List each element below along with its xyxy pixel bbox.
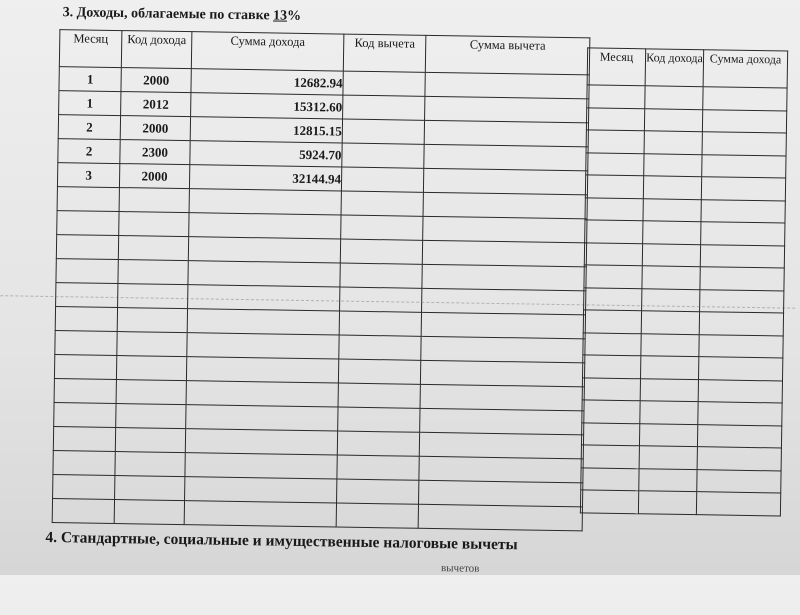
header-income-code-2: Код дохода (645, 49, 704, 87)
month-cell: 1 (59, 91, 121, 116)
empty-cell (119, 212, 189, 237)
empty-cell (52, 499, 114, 524)
income-code-cell: 2300 (120, 140, 190, 165)
empty-cell (699, 357, 783, 381)
empty-cell (643, 198, 701, 221)
empty-cell (420, 360, 584, 387)
empty-cell (340, 239, 422, 264)
empty-table-row (583, 332, 783, 358)
empty-cell (186, 405, 338, 431)
empty-cell (700, 267, 784, 291)
header-month-2: Месяц (587, 48, 646, 86)
empty-cell (340, 287, 422, 312)
empty-cell (339, 311, 421, 336)
month-cell: 1 (59, 67, 121, 92)
header-deduction-code: Код вычета (343, 34, 426, 72)
deduction-sum-cell (423, 168, 587, 195)
empty-cell (118, 284, 188, 309)
empty-cell (583, 355, 641, 378)
empty-cell (184, 501, 336, 527)
empty-cell (644, 131, 702, 154)
empty-cell (118, 236, 188, 261)
empty-table-row (586, 130, 786, 156)
empty-cell (56, 235, 118, 260)
income-code-cell: 2000 (119, 164, 189, 189)
empty-cell (700, 244, 784, 268)
empty-cell (187, 309, 339, 335)
empty-table-row (582, 377, 782, 403)
empty-cell (57, 187, 119, 212)
empty-cell (582, 400, 640, 423)
empty-table-row (584, 287, 784, 313)
income-code-cell: 2000 (120, 116, 190, 141)
empty-cell (639, 446, 697, 469)
empty-cell (55, 331, 117, 356)
empty-table-row (585, 175, 785, 201)
header-income-sum-2: Сумма дохода (703, 50, 788, 88)
empty-cell (585, 175, 643, 198)
empty-cell (643, 221, 701, 244)
empty-cell (580, 490, 638, 513)
empty-cell (117, 332, 187, 357)
empty-table-row (584, 265, 784, 291)
empty-cell (700, 289, 784, 313)
empty-cell (53, 451, 115, 476)
empty-cell (698, 402, 782, 426)
month-cell: 2 (58, 139, 120, 164)
empty-cell (586, 107, 644, 130)
empty-cell (699, 312, 783, 336)
empty-cell (115, 428, 185, 453)
empty-cell (186, 381, 338, 407)
income-code-cell: 2012 (121, 92, 191, 117)
deduction-sum-cell (424, 120, 588, 147)
empty-cell (118, 260, 188, 285)
empty-cell (645, 86, 703, 109)
empty-cell (583, 310, 641, 333)
deduction-sum-cell (425, 96, 589, 123)
empty-cell (586, 130, 644, 153)
empty-cell (338, 407, 420, 432)
section-3-title-prefix: 3. Доходы, облагаемые по ставке (62, 5, 274, 24)
empty-cell (582, 377, 640, 400)
empty-cell (420, 408, 584, 435)
empty-cell (640, 401, 698, 424)
empty-cell (587, 85, 645, 108)
empty-cell (337, 431, 419, 456)
empty-table-row (583, 310, 783, 336)
empty-table-row (581, 422, 781, 448)
empty-cell (643, 176, 701, 199)
empty-table-row (581, 445, 781, 471)
header-month: Месяц (59, 30, 122, 68)
empty-cell (639, 468, 697, 491)
deduction-sum-cell (424, 144, 588, 171)
empty-cell (581, 422, 639, 445)
deduction-code-cell (342, 119, 424, 144)
empty-cell (117, 308, 187, 333)
empty-cell (54, 355, 116, 380)
empty-cell (583, 332, 641, 355)
empty-cell (186, 357, 338, 383)
empty-cell (116, 380, 186, 405)
empty-table-row (586, 107, 786, 133)
income-sum-cell: 5924.70 (190, 141, 342, 167)
empty-table-row (583, 355, 783, 381)
empty-cell (53, 475, 115, 500)
empty-cell (419, 456, 583, 483)
empty-cell (54, 379, 116, 404)
income-sum-cell: 12815.15 (190, 117, 342, 143)
empty-cell (337, 455, 419, 480)
empty-cell (697, 424, 781, 448)
empty-table-row (586, 152, 786, 178)
income-sum-cell: 12682.94 (191, 69, 343, 95)
empty-cell (586, 152, 644, 175)
empty-cell (696, 492, 780, 516)
section-3-title (63, 5, 302, 25)
empty-cell (701, 177, 785, 201)
header-deduction-sum: Сумма вычета (425, 35, 590, 75)
empty-cell (418, 504, 582, 531)
empty-cell (701, 199, 785, 223)
empty-cell (702, 132, 786, 156)
empty-cell (188, 261, 340, 287)
empty-cell (336, 503, 418, 528)
empty-cell (419, 480, 583, 507)
deduction-code-cell (341, 167, 423, 192)
empty-cell (584, 242, 642, 265)
empty-cell (697, 447, 781, 471)
empty-cell (116, 356, 186, 381)
empty-table-row (580, 490, 780, 516)
empty-cell (642, 288, 700, 311)
income-code-cell: 2000 (121, 68, 191, 93)
section-4-subtitle-fragment: вычетов (440, 562, 480, 575)
empty-cell (189, 213, 341, 239)
empty-cell (639, 423, 697, 446)
empty-table-row (587, 85, 787, 111)
empty-cell (702, 154, 786, 178)
empty-cell (56, 283, 118, 308)
empty-cell (56, 259, 118, 284)
empty-cell (422, 240, 586, 267)
empty-cell (341, 215, 423, 240)
empty-cell (341, 191, 423, 216)
header-income-sum: Сумма дохода (191, 32, 344, 71)
empty-cell (642, 243, 700, 266)
section-4-title: 4. Стандартные, социальные и имущественные налоговые вычеты (45, 528, 518, 554)
empty-cell (421, 336, 585, 363)
empty-cell (189, 189, 341, 215)
income-table (52, 29, 591, 531)
month-cell: 2 (58, 115, 120, 140)
empty-cell (54, 403, 116, 428)
percent-sign: % (286, 8, 302, 24)
empty-cell (644, 108, 702, 131)
empty-cell (337, 479, 419, 504)
empty-table-row (581, 467, 781, 493)
deduction-code-cell (342, 143, 424, 168)
income-sum-cell: 15312.60 (191, 93, 343, 119)
empty-cell (701, 222, 785, 246)
deduction-code-cell (343, 71, 425, 96)
empty-cell (116, 404, 186, 429)
empty-cell (581, 467, 639, 490)
empty-cell (421, 312, 585, 339)
empty-cell (340, 263, 422, 288)
empty-cell (697, 469, 781, 493)
empty-cell (185, 477, 337, 503)
empty-cell (338, 359, 420, 384)
empty-cell (185, 453, 337, 479)
empty-cell (185, 429, 337, 455)
empty-cell (338, 383, 420, 408)
empty-table-row (584, 242, 784, 268)
income-table-continued (580, 47, 788, 516)
deduction-sum-cell (425, 72, 589, 99)
empty-cell (644, 153, 702, 176)
empty-cell (53, 427, 115, 452)
empty-cell (114, 500, 184, 525)
empty-cell (698, 379, 782, 403)
empty-cell (581, 445, 639, 468)
empty-cell (640, 378, 698, 401)
empty-cell (641, 356, 699, 379)
empty-cell (419, 432, 583, 459)
empty-cell (187, 333, 339, 359)
empty-cell (703, 87, 787, 111)
income-sum-cell: 32144.94 (189, 165, 341, 191)
empty-table-row (585, 220, 785, 246)
empty-cell (423, 192, 587, 219)
empty-cell (422, 264, 586, 291)
empty-cell (584, 265, 642, 288)
empty-cell (585, 197, 643, 220)
deduction-code-cell (343, 95, 425, 120)
empty-cell (641, 333, 699, 356)
empty-cell (699, 334, 783, 358)
empty-cell (642, 266, 700, 289)
empty-cell (420, 384, 584, 411)
empty-cell (55, 307, 117, 332)
empty-cell (115, 452, 185, 477)
empty-cell (584, 287, 642, 310)
income-table-continued-header (587, 48, 788, 88)
empty-cell (638, 491, 696, 514)
empty-cell (57, 211, 119, 236)
empty-cell (115, 476, 185, 501)
empty-cell (188, 237, 340, 263)
empty-cell (119, 188, 189, 213)
empty-cell (641, 311, 699, 334)
tax-rate-value: 13 (272, 8, 288, 24)
empty-cell (585, 220, 643, 243)
empty-table-row (585, 197, 785, 223)
header-income-code: Код дохода (121, 31, 192, 69)
empty-cell (339, 335, 421, 360)
empty-cell (702, 109, 786, 133)
empty-cell (423, 216, 587, 243)
empty-table-row (582, 400, 782, 426)
month-cell: 3 (57, 163, 119, 188)
